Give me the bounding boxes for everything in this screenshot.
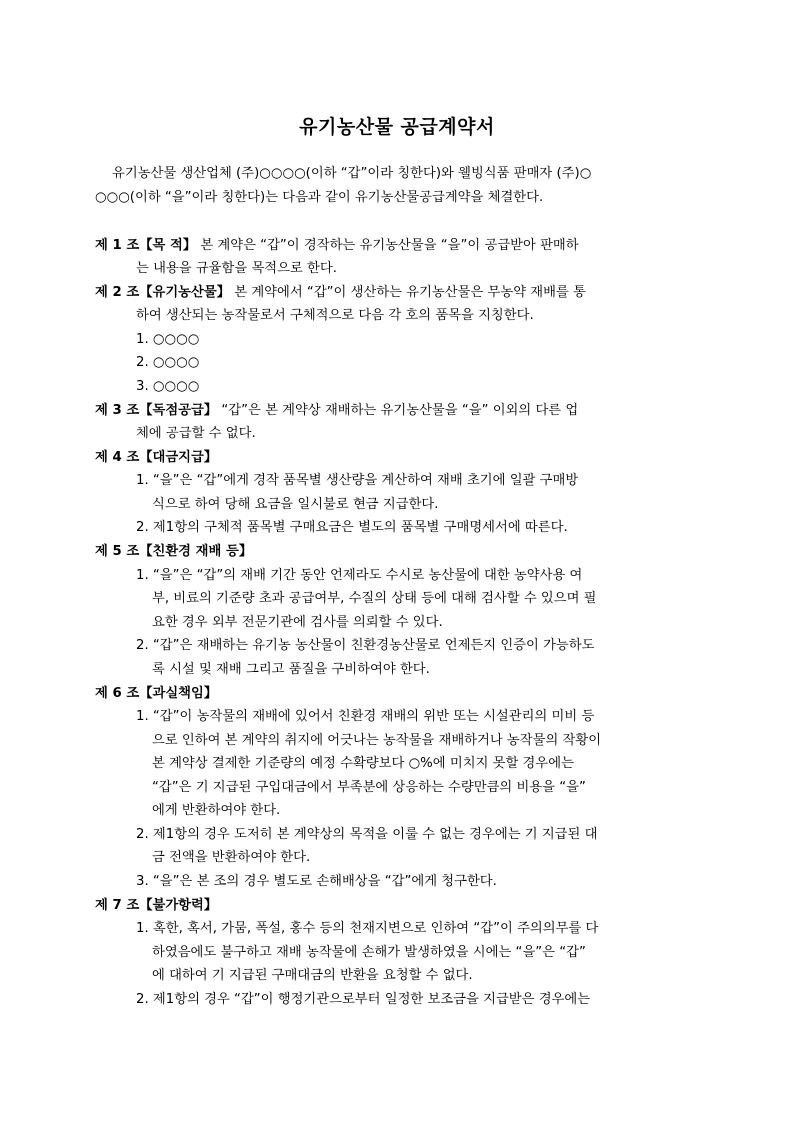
article-4-item-1-line-2: 식으로 하여 당해 요금을 일시불로 현금 지급한다. xyxy=(152,497,439,512)
article-3-text: “갑”은 본 계약상 재배하는 유기농산물을 “을” 이외의 다른 업 xyxy=(217,403,579,418)
article-7-item-1-line-1: 1. 혹한, 혹서, 가뭄, 폭설, 홍수 등의 천재지변으로 인하여 “갑”이 주의의무를 다 xyxy=(136,921,599,936)
article-6-item-2-line-1: 2. 제1항의 경우 도저히 본 계약상의 목적을 이룰 수 없는 경우에는 기 지급된 대 xyxy=(136,827,598,842)
article-1-heading: 제 1 조【목 적】 xyxy=(95,238,197,253)
article-2-heading: 제 2 조【유기농산물】 xyxy=(95,285,231,300)
article-2-text: 본 계약에서 “갑”이 생산하는 유기농산물은 무농약 재배를 통 xyxy=(230,285,586,300)
intro-line-1: 유기농산물 생산업체 (주)○○○○(이하 “갑”이라 칭한다)와 웰빙식품 판매자 (주)○ xyxy=(112,166,592,181)
article-2-item-3: 3. ○○○○ xyxy=(136,379,200,394)
article-5-item-1-line-1: 1. “을”은 “갑”의 재배 기간 동안 언제라도 수시로 농산물에 대한 농약사용 여 xyxy=(136,568,583,583)
intro-line-2: ○○○(이하 “을”이라 칭한다)는 다음과 같이 유기농산물공급계약을 체결한다. xyxy=(95,190,544,205)
article-3-heading: 제 3 조【독점공급】 xyxy=(95,403,218,418)
article-5-item-1-line-2: 부, 비료의 기준량 초과 공급여부, 수질의 상태 등에 대해 검사할 수 있으며 필 xyxy=(152,591,597,606)
article-7-item-1-line-2: 하였음에도 불구하고 재배 농작물에 손해가 발생하였을 시에는 “을”은 “갑” xyxy=(152,945,586,960)
article-3-line-1 xyxy=(95,399,578,423)
article-5-item-2-line-2: 록 시설 및 재배 그리고 품질을 구비하여야 한다. xyxy=(152,662,430,677)
article-6-item-1-line-4: “갑”은 기 지급된 구입대금에서 부족분에 상응하는 수량만큼의 비용을 “을” xyxy=(152,780,586,795)
article-7-item-1-line-3: 에 대하여 기 지급된 구매대금의 반환을 요청할 수 없다. xyxy=(152,968,473,983)
article-6-item-3-line-1: 3. “을”은 본 조의 경우 별도로 손해배상을 “갑”에게 청구한다. xyxy=(136,874,497,889)
article-1-line-2: 는 내용을 규율함을 목적으로 한다. xyxy=(136,261,337,276)
article-5-item-1-line-3: 요한 경우 외부 전문기관에 검사를 의뢰할 수 있다. xyxy=(152,615,443,630)
article-2-line-2: 하여 생산되는 농작물로서 구체적으로 다음 각 호의 품목을 지칭한다. xyxy=(136,308,534,323)
article-2-item-2: 2. ○○○○ xyxy=(136,355,200,370)
document-title: 유기농산물 공급계약서 xyxy=(299,116,495,138)
article-7-item-2-line-1: 2. 제1항의 경우 “갑”이 행정기관으로부터 일정한 보조금을 지급받은 경우에는 xyxy=(136,992,591,1007)
article-1-line-1 xyxy=(95,234,579,258)
article-2-line-1 xyxy=(95,281,586,305)
article-5-heading: 제 5 조【친환경 재배 등】 xyxy=(95,544,253,559)
article-4-item-2-line-1: 2. 제1항의 구체적 품목별 구매요금은 별도의 품목별 구매명세서에 따른다. xyxy=(136,520,568,535)
article-2-item-1: 1. ○○○○ xyxy=(136,332,200,347)
article-1-text: 본 계약은 “갑”이 경작하는 유기농산물을 “을”이 공급받아 판매하 xyxy=(196,238,579,253)
article-6-item-1-line-2: 으로 인하여 본 계약의 취지에 어긋나는 농작물을 재배하거나 농작물의 작황이 xyxy=(152,733,602,748)
article-4-heading: 제 4 조【대금지급】 xyxy=(95,450,218,465)
article-6-heading: 제 6 조【과실책임】 xyxy=(95,686,218,701)
article-4-item-1-line-1: 1. “을”은 “갑”에게 경작 품목별 생산량을 계산하여 재배 초기에 일괄 구매방 xyxy=(136,473,579,488)
article-6-item-1-line-3: 본 계약상 결제한 기준량의 예정 수확량보다 ○%에 미치지 못할 경우에는 xyxy=(152,756,574,771)
article-7-heading: 제 7 조【불가항력】 xyxy=(95,898,218,913)
article-3-line-2: 체에 공급할 수 없다. xyxy=(136,426,256,441)
article-6-item-1-line-1: 1. “갑”이 농작물의 재배에 있어서 친환경 재배의 위반 또는 시설관리의 미비 등 xyxy=(136,709,595,724)
article-6-item-1-line-5: 에게 반환하여야 한다. xyxy=(152,803,281,818)
article-5-item-2-line-1: 2. “갑”은 재배하는 유기농 농산물이 친환경농산물로 언제든지 인증이 가능하도 xyxy=(136,638,595,653)
article-6-item-2-line-2: 금 전액을 반환하여야 한다. xyxy=(152,850,311,865)
